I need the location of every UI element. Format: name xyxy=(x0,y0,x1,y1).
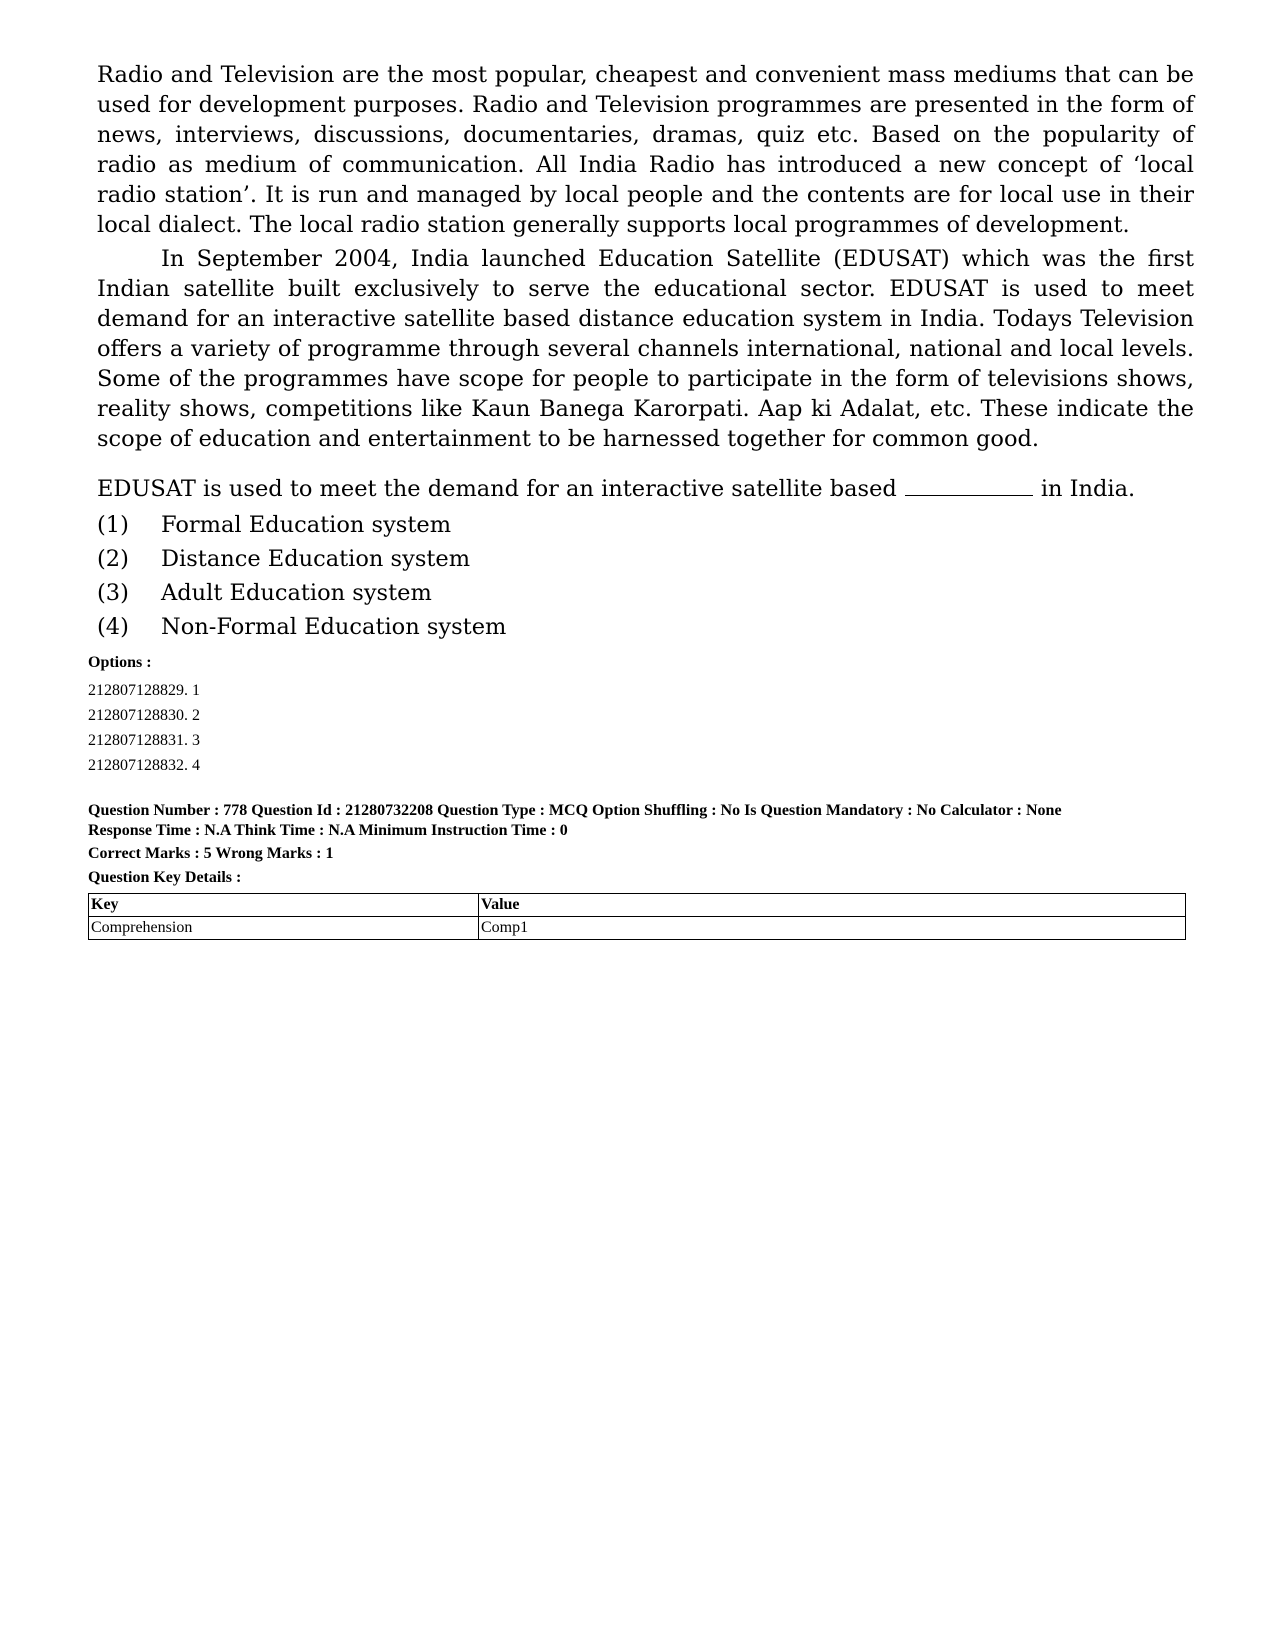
option-id-item: 212807128830. 2 xyxy=(88,707,200,724)
table-cell-key: Comprehension xyxy=(89,917,479,940)
choice-number: (3) xyxy=(97,580,129,606)
table-header-row xyxy=(89,894,1186,917)
table-row xyxy=(89,917,1186,940)
option-id-item: 212807128832. 4 xyxy=(88,757,200,774)
passage-paragraph-2: In September 2004, India launched Education Satellite (EDUSAT) which was the first Indian satellite built exclusively to serve the educational sector. EDUSAT is used to meet demand for an interactive satellite based distance education system in India. Todays Television offers a variety of programme through several channels international, national and local levels. Some of the programmes have scope for people to participate in the form of televisions shows, reality shows, competitions like Kaun Banega Karorpati. Aap ki Adalat, etc. These indicate the scope of education and entertainment to be harnessed together for common good. xyxy=(97,246,1194,452)
table-header-key: Key xyxy=(89,894,479,917)
question-stem xyxy=(97,474,1197,504)
question-metadata-line: Question Number : 778 Question Id : 21280732208 Question Type : MCQ Option Shuffling : No Is Question Mandatory : No Calculator : None xyxy=(88,802,1062,819)
option-id-item: 212807128829. 1 xyxy=(88,682,200,699)
option-id-item: 212807128831. 3 xyxy=(88,732,200,749)
choice-text: Formal Education system xyxy=(161,512,452,538)
answer-blank xyxy=(905,477,1033,496)
choice-number: (1) xyxy=(97,512,129,538)
choice-number: (2) xyxy=(97,546,129,572)
answer-choices xyxy=(97,508,506,644)
question-key-details-heading: Question Key Details : xyxy=(88,869,242,886)
question-stem-start: EDUSAT is used to meet the demand for an interactive satellite based xyxy=(97,476,897,502)
question-key-table xyxy=(88,893,1186,940)
answer-choice xyxy=(97,542,506,576)
question-timing-line: Response Time : N.A Think Time : N.A Minimum Instruction Time : 0 xyxy=(88,822,568,839)
option-id-list xyxy=(88,678,200,778)
comprehension-passage xyxy=(97,60,1194,458)
choice-number: (4) xyxy=(97,614,129,640)
choice-text: Distance Education system xyxy=(161,546,471,572)
passage-paragraph-1: Radio and Television are the most popular, cheapest and convenient mass mediums that can be used for development purposes. Radio and Television programmes are presented in the form of news, interviews, discussions, documentaries, dramas, quiz etc. Based on the popularity of radio as medium of communication. All India Radio has introduced a new concept of ‘local radio station’. It is run and managed by local people and the contents are for local use in their local dialect. The local radio station generally supports local programmes of development. xyxy=(97,62,1194,238)
question-stem-end: in India. xyxy=(1040,476,1136,502)
answer-choice xyxy=(97,508,506,542)
table-cell-value: Comp1 xyxy=(479,917,1186,940)
choice-text: Adult Education system xyxy=(161,580,432,606)
question-marks-line: Correct Marks : 5 Wrong Marks : 1 xyxy=(88,845,334,862)
options-heading: Options : xyxy=(88,654,152,671)
answer-choice xyxy=(97,576,506,610)
choice-text: Non-Formal Education system xyxy=(161,614,507,640)
answer-choice xyxy=(97,610,506,644)
table-header-value: Value xyxy=(479,894,1186,917)
